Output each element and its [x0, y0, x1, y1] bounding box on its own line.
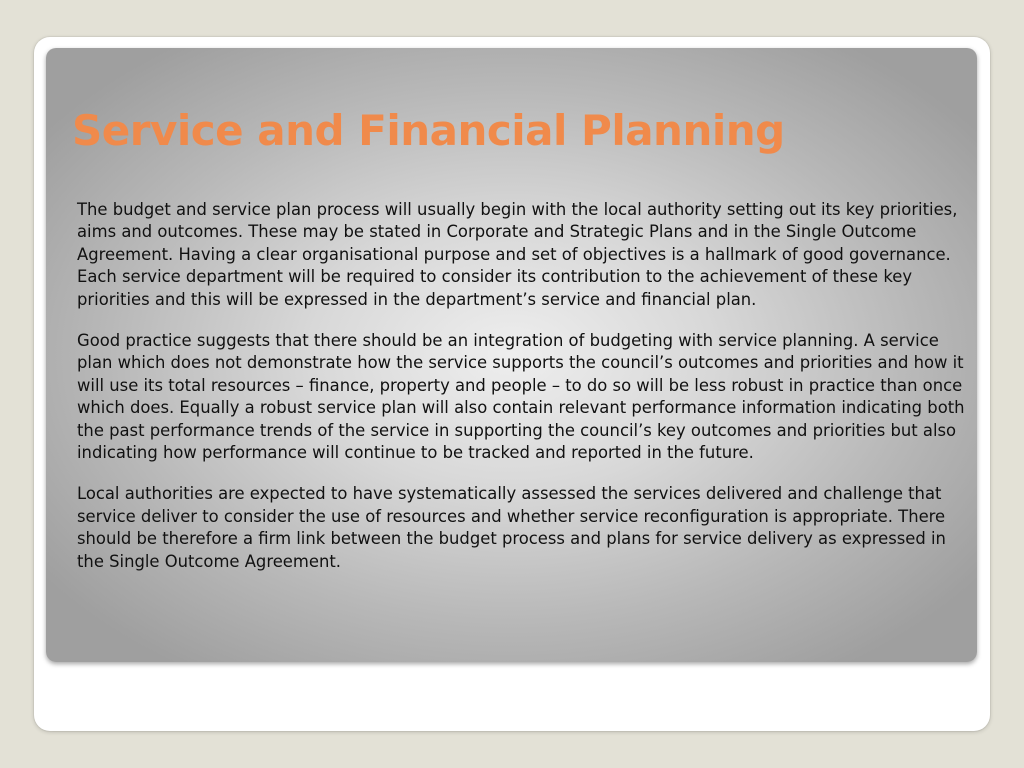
content-panel: [46, 48, 977, 662]
paragraph-local-authorities: Local authorities are expected to have systematically assessed the services delivered and challenge that service deliver to consider the use of resources and whether service reconfiguration is appropriate. There should be therefore a firm link between the budget process and plans for service delivery as expressed in the Single Outcome Agreement.: [77, 484, 946, 571]
paragraph-good-practice: Good practice suggests that there should be an integration of budgeting with service planning. A service plan which does not demonstrate how the service supports the council’s outcomes and priorities and how it will use its total resources – finance, property and people – to do so will be less robust in practice than once which does. Equally a robust service plan will also contain relevant performance information indicating both the past performance trends of the service in supporting the council’s key outcomes and priorities but also indicating how performance will continue to be tracked and reported in the future.: [77, 331, 965, 463]
paragraph-budget-process: The budget and service plan process will usually begin with the local authority setting out its key priorities, aims and outcomes. These may be stated in Corporate and Strategic Plans and in the Single Outcome Agreement. Having a clear organisational purpose and set of objectives is a hallmark of good governance. Each service department will be required to consider its contribution to the achievement of these key priorities and this will be expressed in the department’s service and financial plan.: [77, 200, 958, 309]
slide-body: [77, 199, 972, 592]
slide-title: Service and Financial Planning: [72, 106, 785, 155]
